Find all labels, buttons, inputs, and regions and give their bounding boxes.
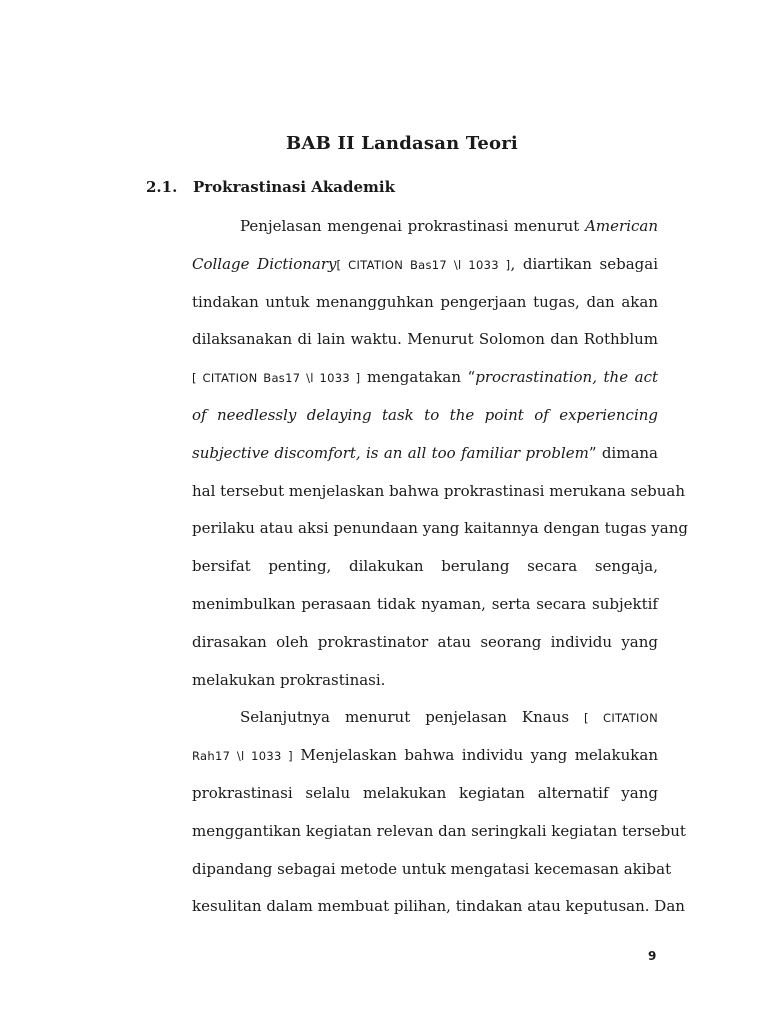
- italic-run: subjective discomfort, is an all too familiar problem: [192, 443, 589, 462]
- italic-run: Collage Dictionary: [192, 254, 337, 273]
- paragraph-1-line-7: [192, 435, 658, 473]
- citation-field: Rah17 \l 1033 ]: [192, 749, 293, 764]
- text-run: Menjelaskan bahwa individu yang melakukan: [292, 746, 658, 765]
- text-run: Penjelasan mengenai prokrastinasi menurut: [240, 217, 586, 235]
- paragraph-1-line-3: tindakan untuk menangguhkan pengerjaan tugas, dan akan: [192, 292, 658, 311]
- text-run: ” dimana: [588, 443, 658, 462]
- citation-field: [ CITATION: [584, 711, 658, 726]
- body-text: [192, 208, 688, 926]
- paragraph-2-line-2: [192, 737, 658, 775]
- text-run: mengatakan “: [360, 368, 476, 387]
- paragraph-1-line-6: of needlessly delaying task to the point of experiencing: [192, 405, 658, 424]
- paragraph-1-line-5: [192, 359, 658, 397]
- section-heading: [146, 178, 395, 196]
- paragraph-1-line-8: hal tersebut menjelaskan bahwa prokrastinasi merukana sebuah: [192, 481, 685, 500]
- paragraph-1-line-2: [192, 246, 658, 284]
- text-run: , diartikan sebagai: [510, 254, 659, 273]
- text-run: Selanjutnya menurut penjelasan Knaus: [240, 708, 585, 727]
- paragraph-2-line-1: [192, 699, 658, 737]
- paragraph-2-line-5: dipandang sebagai metode untuk mengatasi kecemasan akibat: [192, 859, 672, 878]
- paragraph-2-line-6: kesulitan dalam membuat pilihan, tindakan atau keputusan. Dan: [192, 897, 685, 916]
- paragraph-1-line-10: bersifat penting, dilakukan berulang secara sengaja,: [192, 557, 658, 576]
- paragraph-1-line-1: [192, 208, 658, 246]
- paragraph-1-line-9: perilaku atau aksi penundaan yang kaitannya dengan tugas yang: [192, 519, 688, 538]
- paragraph-1-line-13: melakukan prokrastinasi.: [192, 670, 386, 689]
- citation-field: [ CITATION Bas17 \l 1033 ]: [336, 257, 511, 272]
- chapter-title: BAB II Landasan Teori: [286, 133, 518, 154]
- paragraph-1-line-12: dirasakan oleh prokrastinator atau seorang individu yang: [192, 632, 658, 651]
- italic-run: procrastination, the act: [475, 368, 659, 387]
- paragraph-2-line-3: prokrastinasi selalu melakukan kegiatan alternatif yang: [192, 783, 658, 802]
- paragraph-1-line-11: menimbulkan perasaan tidak nyaman, serta secara subjektif: [192, 594, 658, 613]
- paragraph-1-line-4: dilaksanakan di lain waktu. Menurut Solomon dan Rothblum: [192, 330, 658, 349]
- page-number: 9: [648, 949, 657, 963]
- italic-run: American: [585, 217, 658, 235]
- citation-field: [ CITATION Bas17 \l 1033 ]: [192, 371, 361, 386]
- paragraph-2-line-4: menggantikan kegiatan relevan dan seringkali kegiatan tersebut: [192, 821, 686, 840]
- section-number: 2.1.: [146, 178, 178, 196]
- section-title: Prokrastinasi Akademik: [193, 178, 396, 196]
